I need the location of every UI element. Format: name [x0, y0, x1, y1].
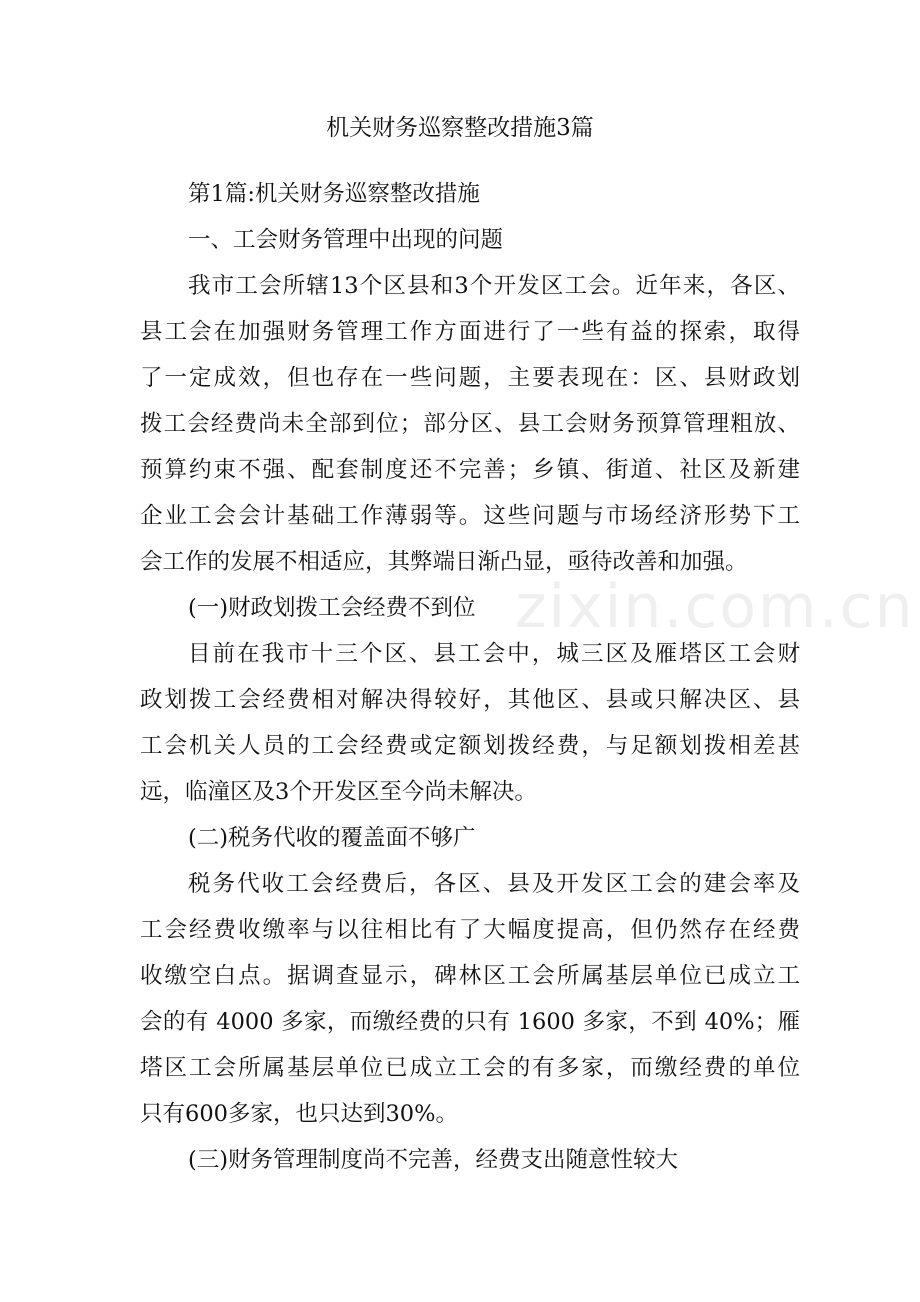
paragraph-line: 只有600多家，也只达到30%。: [140, 1101, 458, 1127]
subsection-heading: (二)税务代收的覆盖面不够广: [188, 825, 476, 851]
paragraph-line: 目前在我市十三个区、县工会中，城三区及雁塔区工会财: [188, 641, 800, 667]
paragraph-line: 收缴空白点。据调查显示，碑林区工会所属基层单位已成立工: [140, 963, 800, 989]
subsection-heading: (三)财务管理制度尚不完善，经费支出随意性较大: [188, 1147, 679, 1173]
chapter-heading: 第1篇:机关财务巡察整改措施: [188, 181, 480, 207]
paragraph-line: 拨工会经费尚未全部到位；部分区、县工会财务预算管理粗放、: [140, 411, 800, 437]
paragraph-line: 预算约束不强、配套制度还不完善；乡镇、街道、社区及新建: [140, 457, 800, 483]
paragraph-line: 会工作的发展不相适应，其弊端日渐凸显，亟待改善和加强。: [140, 549, 748, 575]
paragraph-line: 塔区工会所属基层单位已成立工会的有多家，而缴经费的单位: [140, 1055, 800, 1081]
paragraph-line: 企业工会会计基础工作薄弱等。这些问题与市场经济形势下工: [140, 503, 800, 529]
paragraph-line: 县工会在加强财务管理工作方面进行了一些有益的探索，取得: [140, 319, 800, 345]
watermark-text: zixin.com.cn: [515, 572, 915, 642]
paragraph-line: 我市工会所辖13个区县和3个开发区工会。近年来，各区、: [188, 273, 800, 299]
paragraph-line: 政划拨工会经费相对解决得较好，其他区、县或只解决区、县: [140, 687, 800, 713]
paragraph-line: 工会经费收缴率与以往相比有了大幅度提高，但仍然存在经费: [140, 917, 800, 943]
subsection-heading: (一)财政划拨工会经费不到位: [188, 595, 476, 621]
document-title: 机关财务巡察整改措施3篇: [326, 115, 594, 141]
section-heading: 一、工会财务管理中出现的问题: [188, 227, 504, 253]
paragraph-line: 会的有 4000 多家，而缴经费的只有 1600 多家，不到 40%；雁: [140, 1009, 800, 1035]
paragraph-line: 远，临潼区及3个开发区至今尚未解决。: [140, 779, 537, 805]
paragraph-line: 税务代收工会经费后，各区、县及开发区工会的建会率及: [188, 871, 800, 897]
paragraph-line: 了一定成效，但也存在一些问题，主要表现在：区、县财政划: [140, 365, 800, 391]
paragraph-line: 工会机关人员的工会经费或定额划拨经费，与足额划拨相差甚: [140, 733, 800, 759]
